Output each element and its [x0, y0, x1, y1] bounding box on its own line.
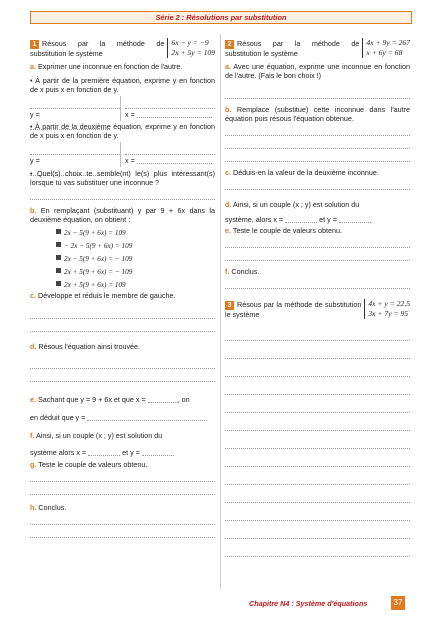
- ex1-b: [30, 206, 215, 224]
- checkbox-icon[interactable]: [56, 229, 61, 234]
- answer-field[interactable]: [137, 109, 212, 118]
- label-a: a.: [30, 62, 36, 71]
- label-f: f.: [30, 431, 35, 440]
- answer-line[interactable]: [30, 482, 215, 495]
- answer-line[interactable]: [225, 395, 410, 413]
- label-a: a.: [225, 62, 231, 71]
- exercise-2-3: [225, 36, 410, 557]
- checkbox-icon[interactable]: [56, 268, 61, 273]
- option-text: − 2x − 5(9 + 6x) = 109: [64, 242, 133, 250]
- answer-field[interactable]: [88, 447, 120, 456]
- answer-pair-2: [30, 142, 215, 167]
- answer-field[interactable]: [148, 394, 178, 403]
- ex2-intro: Résous par la méthode de substitution le système: [225, 38, 360, 58]
- option-3[interactable]: [56, 252, 215, 265]
- answer-field[interactable]: [137, 155, 212, 164]
- label-c: c.: [225, 168, 231, 177]
- ex1-f-text2a: système alors x =: [30, 448, 89, 457]
- label-d: d.: [225, 200, 232, 209]
- label-g: g.: [30, 460, 37, 469]
- option-1[interactable]: [56, 226, 215, 239]
- ex1-e: [30, 393, 215, 406]
- answer-line[interactable]: [30, 306, 215, 319]
- answer-line[interactable]: [225, 503, 410, 521]
- ex2-header: [225, 38, 410, 58]
- answer-line[interactable]: [30, 319, 215, 332]
- ex1-bullet1: • À partir de la première équation, exprime y en fonction de x puis x en fonction de y.: [30, 76, 215, 94]
- label-f: f.: [225, 267, 230, 276]
- series-banner: Série 2 : Résolutions par substitution: [30, 11, 412, 24]
- ex3-system: [364, 299, 410, 319]
- option-5[interactable]: [56, 278, 215, 291]
- option-2[interactable]: [56, 239, 215, 252]
- ex2-e-text: Teste le couple de valeurs obtenu.: [232, 226, 342, 235]
- exercise-number-1: 1: [30, 40, 39, 49]
- option-text: 2x − 5(9 + 6x) = − 109: [64, 255, 133, 263]
- answer-line[interactable]: [225, 149, 410, 162]
- answer-field[interactable]: [87, 412, 207, 421]
- ex1-a: [30, 62, 215, 71]
- column-divider: [220, 34, 221, 589]
- ex2-c: [225, 168, 410, 177]
- label-h: h.: [30, 503, 37, 512]
- ex1-e-line2: [30, 411, 215, 424]
- ex1-c: [30, 291, 215, 300]
- exercise-number-2: 2: [225, 40, 234, 49]
- answer-line[interactable]: [30, 469, 215, 482]
- ex2-d-text1: Ainsi, si un couple (x ; y) est solution du: [233, 200, 360, 209]
- ex1-b-text: En remplaçant (substituant) y par 9 + 6x dans la deuxième équation, on obtient :: [30, 206, 215, 224]
- answer-line[interactable]: [225, 377, 410, 395]
- ex2-a: [225, 62, 410, 80]
- ex3-intro: Résous par la méthode de substitution le système: [225, 299, 362, 319]
- chapter-footer: Chapitre N4 : Système d'équations: [249, 599, 368, 608]
- answer-line[interactable]: [225, 449, 410, 467]
- option-4[interactable]: [56, 265, 215, 278]
- ex2-system: [362, 38, 410, 58]
- ex2-d-line2: [225, 213, 410, 226]
- ex1-a-text: Exprimer une inconnue en fonction de l'autre.: [38, 62, 183, 71]
- answer-line[interactable]: [125, 96, 215, 109]
- ex2-b-text: Remplace (substitue) cette inconnue dans l'autre équation puis résous l'équation obtenue.: [225, 105, 410, 123]
- checkbox-icon[interactable]: [56, 255, 61, 260]
- option-text: 2x + 5(9 + 6x) = 109: [64, 281, 126, 289]
- y-equals: y =: [30, 110, 40, 119]
- ex1-f: [30, 429, 215, 442]
- answer-pair-1: [30, 96, 215, 121]
- ex2-d-text2a: système, alors x =: [225, 215, 286, 224]
- answer-line[interactable]: [225, 86, 410, 99]
- x-equals: x =: [125, 110, 137, 119]
- ex1-system: [167, 38, 215, 58]
- ex2-f: [225, 267, 410, 276]
- ex3-eq1: 4x + y = 22,5: [368, 299, 410, 308]
- ex2-d-text2b: et y =: [317, 215, 339, 224]
- answer-field[interactable]: [142, 447, 174, 456]
- answer-line[interactable]: [225, 136, 410, 149]
- answer-line[interactable]: [225, 323, 410, 341]
- answer-line[interactable]: [225, 276, 410, 289]
- label-d: d.: [30, 342, 37, 351]
- ex1-c-text: Développe et réduis le membre de gauche.: [38, 291, 176, 300]
- ex1-bullet2: • À partir de la deuxième équation, exprime y en fonction de x puis x en fonction de y.: [30, 122, 215, 140]
- ex1-d-text: Résous l'équation ainsi trouvée.: [38, 342, 141, 351]
- ex2-f-text: Conclus.: [231, 267, 260, 276]
- ex1-bullet3: • Quel(s) choix te semble(nt) le(s) plus intéressant(s) lorsque tu vas substituer une inconnue ?: [30, 169, 215, 187]
- ex1-d: [30, 342, 215, 351]
- ex1-eq2: 2x + 5y = 109: [171, 48, 215, 57]
- option-text: 2x + 5(9 + 6x) = − 109: [64, 268, 133, 276]
- ex2-eq1: 4x + 9y = 267: [366, 38, 410, 47]
- exercise-number-3: 3: [225, 301, 234, 310]
- answer-line[interactable]: [30, 187, 215, 200]
- answer-line[interactable]: [225, 235, 410, 248]
- answer-line[interactable]: [30, 512, 215, 525]
- answer-line[interactable]: [225, 359, 410, 377]
- answer-field[interactable]: [285, 214, 317, 223]
- option-text: 2x − 5(9 + 6x) = 109: [64, 229, 126, 237]
- answer-line[interactable]: [225, 123, 410, 136]
- ex1-header: [30, 38, 215, 58]
- ex1-f-line2: [30, 446, 215, 459]
- ex1-e-text1: Sachant que y = 9 + 6x et que x =: [38, 395, 148, 404]
- answer-line[interactable]: [30, 96, 120, 109]
- checkbox-icon[interactable]: [56, 281, 61, 286]
- answer-line[interactable]: [30, 356, 215, 369]
- ex3-answer-area: [225, 323, 410, 557]
- x-equals: x =: [125, 156, 137, 165]
- ex2-c-text: Déduis-en la valeur de la deuxième inconnue.: [233, 168, 379, 177]
- answer-line[interactable]: [225, 341, 410, 359]
- answer-line[interactable]: [225, 467, 410, 485]
- label-e: e.: [30, 395, 36, 404]
- ex2-eq2: x + 6y = 68: [366, 48, 403, 57]
- answer-line[interactable]: [125, 142, 215, 155]
- page-number: 37: [391, 596, 405, 610]
- answer-line[interactable]: [30, 525, 215, 538]
- ex1-g: [30, 460, 215, 469]
- ex2-e: [225, 226, 410, 235]
- ex1-intro: Résous par la méthode de substitution le système: [30, 38, 165, 58]
- ex2-d: [225, 198, 410, 211]
- ex1-g-text: Teste le couple de valeurs obtenu.: [38, 460, 148, 469]
- ex1-e-text1b: , on: [177, 395, 190, 404]
- ex2-b: [225, 105, 410, 123]
- ex1-eq1: 6x − y = −9: [171, 38, 209, 47]
- answer-line[interactable]: [225, 521, 410, 539]
- answer-line[interactable]: [225, 248, 410, 261]
- exercise-1: [30, 36, 215, 538]
- answer-line[interactable]: [30, 142, 120, 155]
- answer-line[interactable]: [225, 485, 410, 503]
- ex2-a-text: Avec une équation, exprime une inconnue en fonction de l'autre. (Fais le bon choix !): [225, 62, 410, 80]
- ex1-f-text2b: et y =: [120, 448, 142, 457]
- label-b: b.: [30, 206, 37, 215]
- y-equals: y =: [30, 156, 40, 165]
- ex3-header: [225, 299, 410, 319]
- ex1-h: [30, 503, 215, 512]
- ex1-h-text: Conclus.: [38, 503, 67, 512]
- checkbox-icon[interactable]: [56, 242, 61, 247]
- answer-line[interactable]: [225, 431, 410, 449]
- ex3-eq2: 3x + 7y = 95: [368, 309, 409, 318]
- answer-line[interactable]: [225, 177, 410, 190]
- answer-line[interactable]: [225, 413, 410, 431]
- label-b: b.: [225, 105, 232, 114]
- answer-line[interactable]: [30, 369, 215, 382]
- ex1-f-text1: Ainsi, si un couple (x ; y) est solution du: [36, 431, 163, 440]
- answer-line[interactable]: [225, 539, 410, 557]
- answer-field[interactable]: [339, 214, 371, 223]
- ex1-e-text2: en déduit que y =: [30, 413, 88, 422]
- ex1-options: [30, 226, 215, 291]
- label-c: c.: [30, 291, 36, 300]
- label-e: e.: [225, 226, 231, 235]
